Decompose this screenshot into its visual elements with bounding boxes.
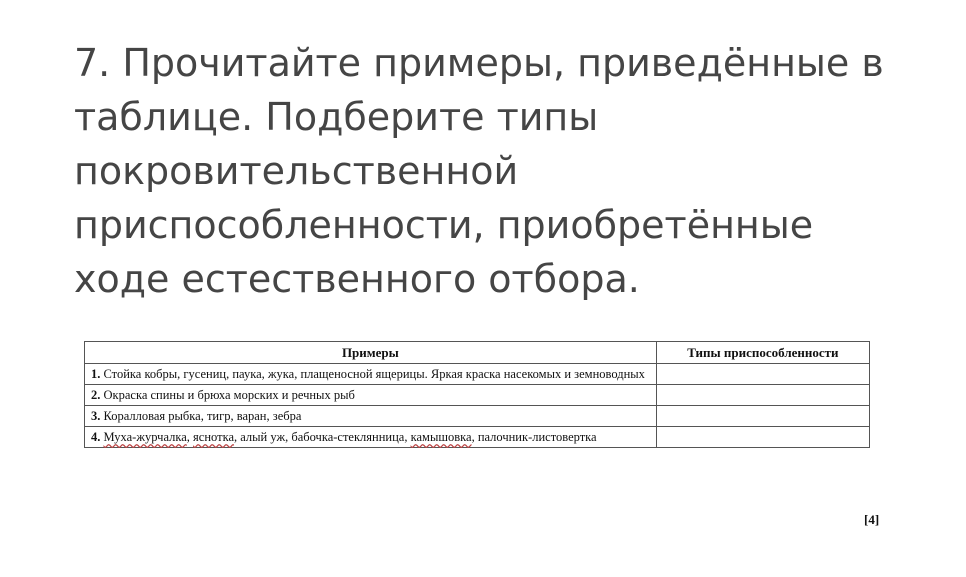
- type-answer-cell[interactable]: [656, 406, 869, 427]
- row-number: 1.: [91, 367, 101, 381]
- type-answer-cell[interactable]: [656, 364, 869, 385]
- table-row: [85, 385, 870, 406]
- question-line: таблице. Подберите типы: [74, 95, 599, 139]
- table-row: [85, 364, 870, 385]
- row-number: 3.: [91, 409, 101, 423]
- question-line: ходе естественного отбора.: [74, 257, 640, 301]
- example-text: Коралловая рыбка, тигр, варан, зебра: [103, 409, 302, 423]
- row-number: 4.: [91, 430, 101, 444]
- question-line: 7. Прочитайте примеры, приведённые в: [74, 41, 884, 85]
- table-row: [85, 406, 870, 427]
- header-examples: Примеры: [85, 342, 657, 364]
- example-text: , палочник-листовертка: [471, 430, 597, 444]
- example-text: ,: [186, 430, 194, 444]
- example-text: Стойка кобры, гусениц, паука, жука, плащеносной ящерицы. Яркая краска насекомых и земноводных: [103, 367, 645, 381]
- examples-table: [84, 341, 870, 448]
- example-cell: [85, 364, 657, 385]
- score-label: [4]: [864, 512, 880, 527]
- example-cell: [85, 406, 657, 427]
- table-header-row: [85, 342, 870, 364]
- table-row: [85, 427, 870, 448]
- question-line: покровительственной: [74, 149, 519, 193]
- example-cell: [85, 427, 657, 448]
- example-text: Муха-журчалка: [103, 430, 187, 444]
- type-answer-cell[interactable]: [656, 385, 869, 406]
- header-types: Типы приспособленности: [656, 342, 869, 364]
- example-text: яснотка: [193, 430, 235, 444]
- question-line: приспособленности, приобретённые: [74, 203, 814, 247]
- question-text: [74, 36, 934, 306]
- row-number: 2.: [91, 388, 101, 402]
- example-cell: [85, 385, 657, 406]
- example-text: Окраска спины и брюха морских и речных рыб: [103, 388, 355, 402]
- type-answer-cell[interactable]: [656, 427, 869, 448]
- example-text: , алый уж, бабочка-стеклянница,: [234, 430, 411, 444]
- example-text: камышовка: [410, 430, 472, 444]
